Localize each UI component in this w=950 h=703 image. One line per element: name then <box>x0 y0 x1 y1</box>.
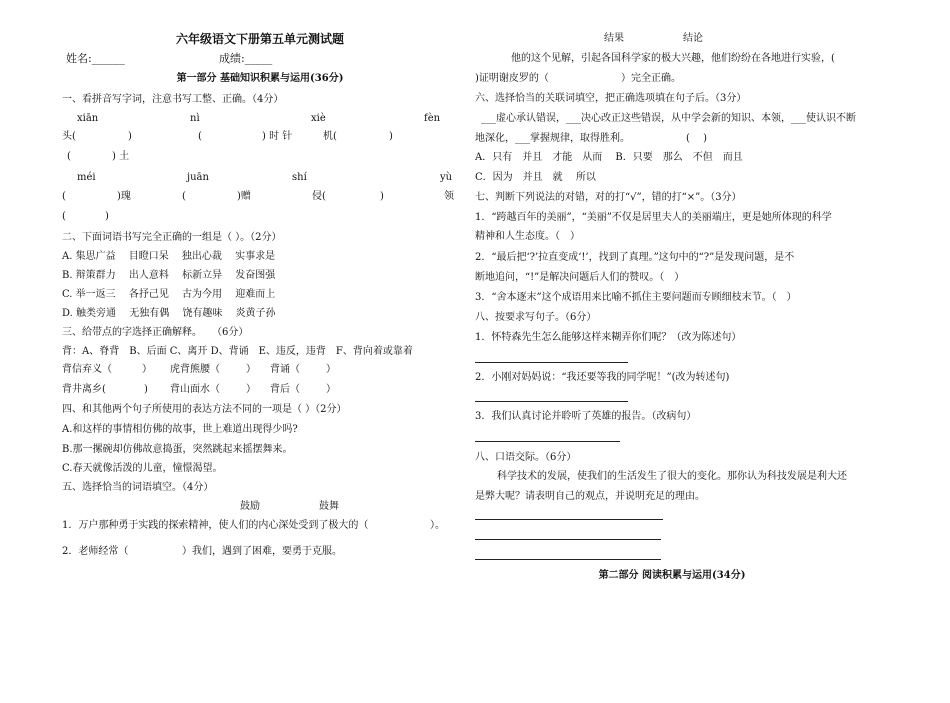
paragraph-line: ___虚心承认错误，___决心改正这些错误，从中学会新的知识、本领，___使认识不断 <box>481 113 856 124</box>
pinyin: xiè <box>311 113 326 124</box>
blank-text: 背井离乡( <box>62 384 106 395</box>
blank-text: ） <box>246 384 256 395</box>
option-line: D. 触类旁通 无独有偶 饶有趣味 炎黄子孙 <box>62 308 276 319</box>
paragraph-line: 2．“最后把‘?’拉直变成‘!’，找到了真理。”这句中的“?”是发现问题，是不 <box>475 252 795 263</box>
answer-line[interactable] <box>475 362 628 363</box>
pinyin: nì <box>190 113 200 124</box>
blank-text: ( <box>67 151 71 162</box>
paragraph-line: 是弊大呢？请表明自己的观点，并说明充足的理由。 <box>475 491 705 502</box>
paragraph-line: 断地追问，“!”是解决问题后人们的赞叹。（ ） <box>475 272 685 283</box>
blank-text: 头( <box>62 131 76 142</box>
blank-text: ( <box>182 191 186 202</box>
option-line: A.和这样的事情相仿佛的故事，世上难道出现得少吗? <box>62 424 298 435</box>
pinyin: juān <box>187 172 209 183</box>
blank-text: ) <box>144 384 148 395</box>
q1-heading: 一、看拼音写字词，注意书写工整、正确。（4分） <box>62 94 284 105</box>
paragraph-line: 精神和人生态度。（ ） <box>475 231 580 242</box>
answer-line[interactable] <box>475 441 620 442</box>
option-line: A. 集思广益 目瞪口呆 独出心裁 实事求是 <box>62 251 276 262</box>
paragraph-line: 1．“跨越百年的美丽”，“美丽”不仅是居里夫人的美丽端庄，更是她所体现的科学 <box>475 212 832 223</box>
blank-text: ）。 <box>430 520 445 531</box>
blank-text: ( <box>198 131 202 142</box>
blank-text: 背山面水（ <box>170 384 220 395</box>
blank-text: )证明谢皮罗的（ <box>475 73 549 84</box>
blank-text: 背诵（ <box>270 364 300 375</box>
paragraph-line: 他的这个见解，引起各国科学家的极大兴趣，他们纷纷在各地进行实验，( <box>511 53 835 64</box>
word-choice: 鼓舞 <box>319 501 339 512</box>
blank-text: ）完全正确。 <box>621 73 681 84</box>
pinyin: fèn <box>424 113 441 124</box>
paragraph-line: 科学技术的发展，使我们的生活发生了很大的变化。那你认为科技发展是利大还 <box>497 471 847 482</box>
paragraph-line: 3．“舍本逐末”这个成语用来比喻不抓住主要问题而专顾细枝末节。（ ） <box>475 292 797 303</box>
answer-line[interactable] <box>475 539 661 540</box>
paragraph-line: 1．怀特森先生怎么能够这样来糊弄你们呢？（改为陈述句） <box>475 332 742 343</box>
blank-text: 背信弃义（ <box>62 364 112 375</box>
blank-text: ）我们，遇到了困难，要勇于克服。 <box>182 546 342 557</box>
pinyin: yù <box>440 172 453 183</box>
blank-text: 1．万户那种勇于实践的探索精神，使人们的内心深处受到了极大的（ <box>62 520 369 531</box>
blank-text: 2．老师经常（ <box>62 546 129 557</box>
blank-text: )瑰 <box>117 191 131 202</box>
part2-heading: 第二部分 阅读积累与运用(34分) <box>598 570 746 581</box>
word-choice: 结果 <box>604 33 624 44</box>
answer-line[interactable] <box>475 401 628 402</box>
blank-text: ) <box>105 211 109 222</box>
blank-text: ） <box>246 364 256 375</box>
option-line: C．因为 并且 就 所以 <box>475 172 596 183</box>
blank-text: ） <box>326 384 336 395</box>
blank-text: ） <box>142 364 152 375</box>
blank-text: ) 时 针 <box>262 131 293 142</box>
blank-text: ) <box>389 131 393 142</box>
word-choice: 结论 <box>683 33 703 44</box>
paragraph-line: 2．小刚对妈妈说：“我还要等我的同学呢！”(改为转述句) <box>475 372 730 383</box>
paragraph-line: 3．我们认真讨论并聆听了英雄的报告。（改病句） <box>475 411 697 422</box>
blank-text: 机( <box>323 131 337 142</box>
q2-heading: 二、下面词语书写完全正确的一组是（ ）。（2分） <box>62 232 282 243</box>
blank-text: ) <box>380 191 384 202</box>
score-field[interactable]: 成绩:_____ <box>219 52 273 65</box>
q3-heading: 三、给带点的字选择正确解释。 （6分） <box>62 327 249 338</box>
q8-heading: 八、按要求写句子。（6分） <box>475 312 597 323</box>
word-choice: 鼓励 <box>240 501 260 512</box>
blank-text: ) 土 <box>112 151 130 162</box>
name-field[interactable]: 姓名:______ <box>66 52 125 65</box>
blank-text: ） <box>326 364 336 375</box>
pinyin: shí <box>292 172 307 183</box>
option-line: C.春天就像活泼的儿童，憧憬渴望。 <box>62 463 223 474</box>
pinyin: xiān <box>77 113 99 124</box>
option-line: B. 辩策群力 出人意料 标新立异 发奋图强 <box>62 270 276 281</box>
q6-heading: 六、选择恰当的关联词填空，把正确选项填在句子后。（3分） <box>475 93 747 104</box>
q4-heading: 四、和其他两个句子所使用的表达方法不同的一项是（ ）（2分） <box>62 404 347 415</box>
blank-text: )赠 <box>237 191 251 202</box>
q5-heading: 五、选择恰当的词语填空。（4分） <box>62 482 214 493</box>
pinyin: méi <box>77 172 96 183</box>
blank-text: 领 <box>444 191 454 202</box>
blank-text: ) <box>128 131 132 142</box>
blank-text: ( <box>62 191 66 202</box>
q9-heading: 八、口语交际。（6分） <box>475 452 577 463</box>
answer-paren[interactable]: ( ) <box>686 133 707 144</box>
part1-heading: 第一部分 基础知识积累与运用(36分) <box>176 73 344 84</box>
q7-heading: 七、判断下列说法的对错，对的打“√”，错的打“×”。（3分） <box>475 192 742 203</box>
option-line: B.那一摞碗却仿佛故意捣蛋，突然跳起来摇摆舞来。 <box>62 444 293 455</box>
blank-text: 背后（ <box>270 384 300 395</box>
answer-line[interactable] <box>475 519 663 520</box>
blank-text: 侵( <box>312 191 326 202</box>
blank-text: 虎背熊腰（ <box>170 364 220 375</box>
option-line: C. 举一返三 各抒己见 古为今用 迎难而上 <box>62 289 276 300</box>
page-title: 六年级语文下册第五单元测试题 <box>175 32 345 46</box>
q3-meanings: 背：A、脊背 B、后面 C、离开 D、背诵 E、违反，违背 F、背向着或靠着 <box>62 346 413 357</box>
blank-text: ( <box>62 211 66 222</box>
paragraph-line: 地深化，___掌握规律，取得胜利。 <box>475 133 630 144</box>
option-line: A．只有 并且 才能 从而 B．只要 那么 不但 而且 <box>475 152 743 163</box>
answer-line[interactable] <box>475 559 661 560</box>
